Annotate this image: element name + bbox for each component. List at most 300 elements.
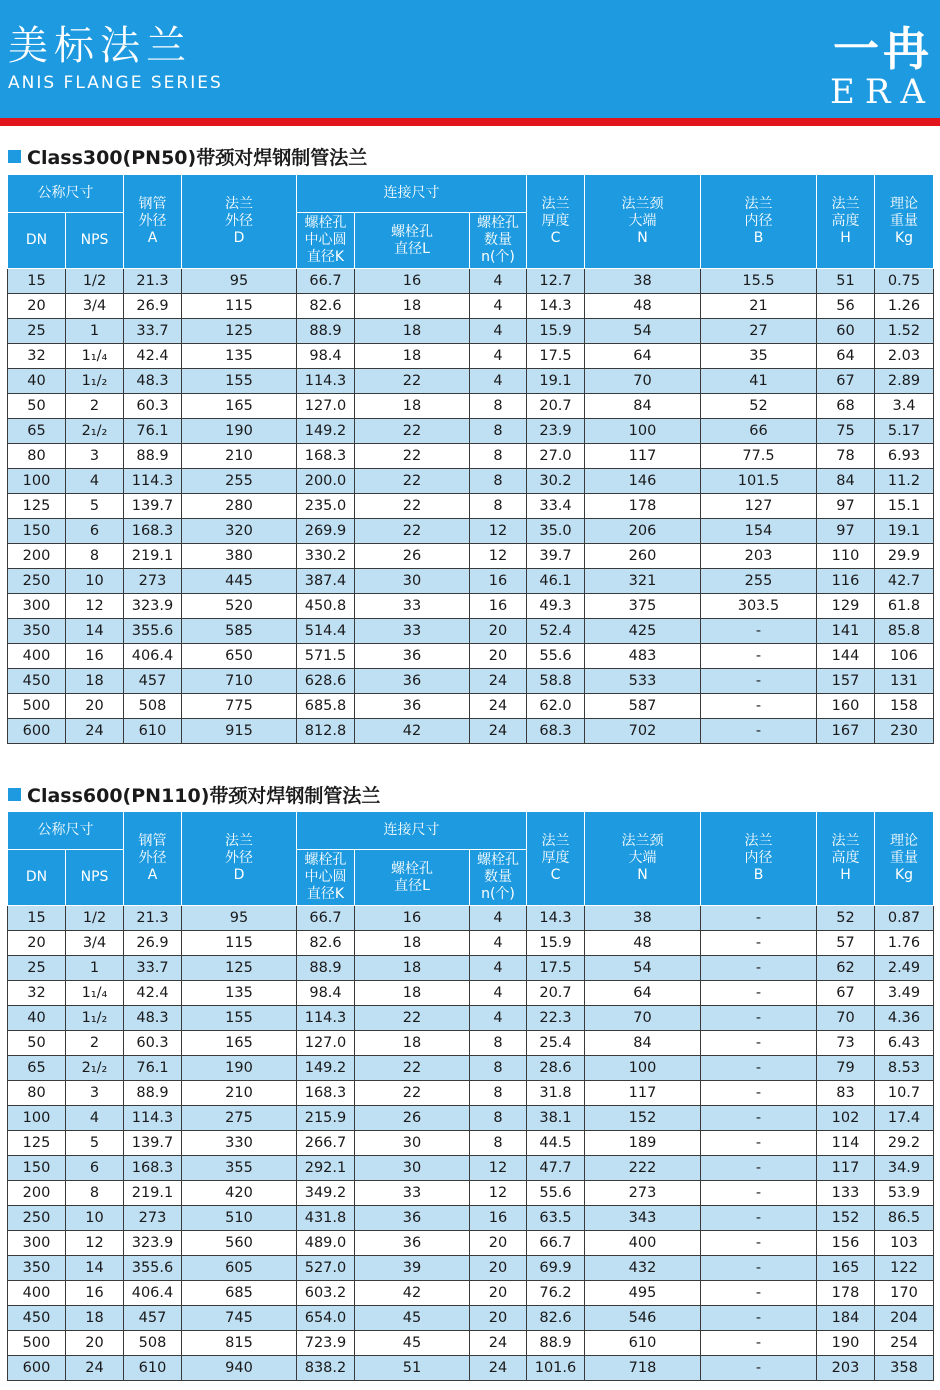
table-cell: 20	[8, 294, 66, 319]
table-cell: 18	[355, 394, 470, 419]
table-cell: 3	[66, 1081, 124, 1106]
col-weight: 理论 重量 Kg	[875, 812, 934, 906]
table-cell: 63.5	[527, 1206, 585, 1231]
table-cell: 60.3	[124, 394, 182, 419]
table-cell: 58.8	[527, 669, 585, 694]
table-row	[8, 519, 934, 544]
col-weight: 理论 重量 Kg	[875, 175, 934, 269]
table-cell: 30	[355, 569, 470, 594]
table-cell: 510	[182, 1206, 297, 1231]
table-cell: 178	[817, 1281, 875, 1306]
table-cell: 4	[470, 294, 527, 319]
table-cell: 48.3	[124, 1006, 182, 1031]
table-cell: 22	[355, 419, 470, 444]
table-cell: 57	[817, 931, 875, 956]
table-cell: 603.2	[297, 1281, 355, 1306]
table-cell: 29.9	[875, 544, 934, 569]
table-cell: 2	[66, 394, 124, 419]
table-cell: 60	[817, 319, 875, 344]
table-cell: 135	[182, 344, 297, 369]
table-cell: 76.1	[124, 1056, 182, 1081]
table-cell: 117	[585, 444, 701, 469]
table-cell: 68	[817, 394, 875, 419]
table-cell: 20	[470, 1231, 527, 1256]
table-cell: 350	[8, 1256, 66, 1281]
table-row	[8, 569, 934, 594]
table-cell: 685.8	[297, 694, 355, 719]
table-row	[8, 319, 934, 344]
table-cell: 189	[585, 1131, 701, 1156]
table-cell: -	[701, 1206, 817, 1231]
table-cell: 4	[470, 319, 527, 344]
table-cell: 16	[66, 644, 124, 669]
table-cell: 184	[817, 1306, 875, 1331]
table-cell: 178	[585, 494, 701, 519]
table-cell: 22	[355, 369, 470, 394]
table-cell: 24	[470, 1331, 527, 1356]
table-cell: 4	[470, 269, 527, 294]
col-thickness: 法兰 厚度 C	[527, 175, 585, 269]
col-bolt-count: 螺栓孔 数量 n(个)	[470, 850, 527, 906]
table-cell: 21	[701, 294, 817, 319]
table-row	[8, 594, 934, 619]
table-cell: -	[701, 931, 817, 956]
table-cell: 82.6	[297, 931, 355, 956]
table-cell: 48	[585, 931, 701, 956]
table-cell: 6.43	[875, 1031, 934, 1056]
table-body	[8, 906, 934, 1381]
col-bolt-hole: 螺栓孔 直径L	[355, 213, 470, 269]
table-cell: 4	[470, 906, 527, 931]
table-cell: 8	[470, 1106, 527, 1131]
table-cell: 2.03	[875, 344, 934, 369]
table-cell: 8	[470, 1131, 527, 1156]
table-cell: 3/4	[66, 294, 124, 319]
table-cell: 20	[470, 619, 527, 644]
section-title	[8, 146, 367, 170]
table-cell: 1₁/₄	[66, 344, 124, 369]
table-cell: 10	[66, 1206, 124, 1231]
table-cell: 610	[124, 1356, 182, 1381]
page-subtitle: ANIS FLANGE SERIES	[8, 73, 223, 93]
table-cell: 150	[8, 1156, 66, 1181]
table-cell: 19.1	[527, 369, 585, 394]
table-cell: 98.4	[297, 344, 355, 369]
table-cell: 8	[470, 444, 527, 469]
table-cell: 36	[355, 694, 470, 719]
table-cell: 200.0	[297, 469, 355, 494]
table-cell: 5.17	[875, 419, 934, 444]
table-cell: 75	[817, 419, 875, 444]
table-cell: 170	[875, 1281, 934, 1306]
table-row	[8, 1356, 934, 1381]
table-cell: 25	[8, 956, 66, 981]
table-cell: 56	[817, 294, 875, 319]
table-cell: 80	[8, 444, 66, 469]
table-cell: 8	[470, 494, 527, 519]
col-thickness: 法兰 厚度 C	[527, 812, 585, 906]
header-banner	[0, 0, 940, 118]
table-cell: 35	[701, 344, 817, 369]
table-cell: 95	[182, 269, 297, 294]
table-cell: 150	[8, 519, 66, 544]
table-cell: 149.2	[297, 1056, 355, 1081]
table-cell: 190	[182, 419, 297, 444]
table-cell: 22	[355, 469, 470, 494]
table-cell: 26.9	[124, 294, 182, 319]
table-cell: 24	[470, 719, 527, 744]
table-cell: 48	[585, 294, 701, 319]
table-cell: 4	[470, 344, 527, 369]
table-cell: 25.4	[527, 1031, 585, 1056]
table-cell: 500	[8, 694, 66, 719]
table-cell: 343	[585, 1206, 701, 1231]
table-cell: 400	[8, 1281, 66, 1306]
col-bore: 法兰 内径 B	[701, 175, 817, 269]
table-cell: 20	[470, 1306, 527, 1331]
table-cell: 321	[585, 569, 701, 594]
table-cell: 425	[585, 619, 701, 644]
table-cell: 20	[470, 644, 527, 669]
table-row	[8, 719, 934, 744]
table-cell: 125	[8, 1131, 66, 1156]
table-cell: 1.26	[875, 294, 934, 319]
table-cell: 27.0	[527, 444, 585, 469]
table-cell: 587	[585, 694, 701, 719]
table-row	[8, 419, 934, 444]
table-cell: 219.1	[124, 1181, 182, 1206]
table-cell: 22	[355, 1056, 470, 1081]
table-cell: 654.0	[297, 1306, 355, 1331]
table-cell: -	[701, 906, 817, 931]
table-cell: -	[701, 1156, 817, 1181]
table-cell: 560	[182, 1231, 297, 1256]
col-pipe-od: 钢管 外径 A	[124, 812, 182, 906]
table-row	[8, 1231, 934, 1256]
col-flange-od: 法兰 外径 D	[182, 175, 297, 269]
table-cell: 14	[66, 1256, 124, 1281]
table-cell: 273	[124, 569, 182, 594]
table-cell: 20	[470, 1281, 527, 1306]
table-cell: 266.7	[297, 1131, 355, 1156]
table-cell: 20	[8, 931, 66, 956]
table-cell: 168.3	[124, 1156, 182, 1181]
table-cell: 450	[8, 1306, 66, 1331]
table-cell: 22	[355, 519, 470, 544]
table-cell: 168.3	[297, 1081, 355, 1106]
table-cell: 18	[355, 294, 470, 319]
table-cell: 219.1	[124, 544, 182, 569]
table-cell: 610	[124, 719, 182, 744]
table-cell: 11.2	[875, 469, 934, 494]
col-height: 法兰 高度 H	[817, 812, 875, 906]
table-cell: -	[701, 1231, 817, 1256]
table-cell: 157	[817, 669, 875, 694]
table-cell: 64	[585, 344, 701, 369]
table-row	[8, 1081, 934, 1106]
table-cell: 106	[875, 644, 934, 669]
table-cell: 154	[701, 519, 817, 544]
table-cell: 139.7	[124, 1131, 182, 1156]
table-cell: 61.8	[875, 594, 934, 619]
table-cell: 16	[355, 906, 470, 931]
table-cell: 355.6	[124, 1256, 182, 1281]
table-cell: 38.1	[527, 1106, 585, 1131]
table-cell: 1	[66, 319, 124, 344]
table-cell: 117	[817, 1156, 875, 1181]
table-cell: 34.9	[875, 1156, 934, 1181]
table-cell: 76.1	[124, 419, 182, 444]
table-cell: 0.87	[875, 906, 934, 931]
table-cell: 2₁/₂	[66, 1056, 124, 1081]
table-cell: 149.2	[297, 419, 355, 444]
table-cell: 152	[585, 1106, 701, 1131]
table-cell: 1₁/₄	[66, 981, 124, 1006]
col-nps: NPS	[66, 850, 124, 906]
table-cell: 15.1	[875, 494, 934, 519]
table-cell: 47.7	[527, 1156, 585, 1181]
table-cell: 36	[355, 1231, 470, 1256]
table-cell: 8	[470, 1056, 527, 1081]
table-cell: 51	[355, 1356, 470, 1381]
table-cell: 70	[585, 369, 701, 394]
table-cell: 815	[182, 1331, 297, 1356]
table-cell: 50	[8, 1031, 66, 1056]
table-cell: 215.9	[297, 1106, 355, 1131]
table-cell: 4	[66, 1106, 124, 1131]
table-cell: 42	[355, 719, 470, 744]
table-row	[8, 981, 934, 1006]
table-cell: 100	[585, 419, 701, 444]
table-cell: 15.9	[527, 319, 585, 344]
table-row	[8, 294, 934, 319]
table-cell: 84	[817, 469, 875, 494]
table-cell: 114.3	[297, 1006, 355, 1031]
table-cell: 100	[8, 469, 66, 494]
table-cell: 375	[585, 594, 701, 619]
table-cell: 605	[182, 1256, 297, 1281]
table-row	[8, 1031, 934, 1056]
table-cell: 146	[585, 469, 701, 494]
table-cell: 38	[585, 906, 701, 931]
table-cell: 76.2	[527, 1281, 585, 1306]
table-cell: 22	[355, 444, 470, 469]
table-cell: 139.7	[124, 494, 182, 519]
table-cell: 165	[182, 394, 297, 419]
table-cell: 190	[182, 1056, 297, 1081]
table-cell: 16	[470, 594, 527, 619]
table-row	[8, 344, 934, 369]
table-cell: 745	[182, 1306, 297, 1331]
table-header	[8, 175, 934, 269]
table-cell: 610	[585, 1331, 701, 1356]
col-height: 法兰 高度 H	[817, 175, 875, 269]
table-cell: 255	[182, 469, 297, 494]
table-cell: 250	[8, 1206, 66, 1231]
table-cell: 82.6	[527, 1306, 585, 1331]
table-cell: 24	[66, 1356, 124, 1381]
table-cell: 84	[585, 1031, 701, 1056]
table-cell: 20	[470, 1256, 527, 1281]
table-cell: 156	[817, 1231, 875, 1256]
table-cell: 35.0	[527, 519, 585, 544]
table-cell: 2	[66, 1031, 124, 1056]
table-cell: 152	[817, 1206, 875, 1231]
table-cell: 64	[585, 981, 701, 1006]
table-cell: -	[701, 1081, 817, 1106]
table-cell: 723.9	[297, 1331, 355, 1356]
table-cell: 14	[66, 619, 124, 644]
table-cell: 600	[8, 1356, 66, 1381]
table-cell: 53.9	[875, 1181, 934, 1206]
table-cell: 3/4	[66, 931, 124, 956]
flange-table	[7, 174, 934, 744]
table-cell: -	[701, 1181, 817, 1206]
table-row	[8, 956, 934, 981]
table-row	[8, 669, 934, 694]
table-cell: 450	[8, 669, 66, 694]
table-cell: 489.0	[297, 1231, 355, 1256]
table-cell: 117	[585, 1081, 701, 1106]
table-cell: 127	[701, 494, 817, 519]
table-cell: 235.0	[297, 494, 355, 519]
table-cell: 718	[585, 1356, 701, 1381]
table-cell: 250	[8, 569, 66, 594]
table-cell: -	[701, 1331, 817, 1356]
table-cell: 12	[66, 1231, 124, 1256]
flange-table	[7, 811, 934, 1381]
table-cell: 8	[66, 544, 124, 569]
table-cell: 15.5	[701, 269, 817, 294]
table-cell: 685	[182, 1281, 297, 1306]
col-hub: 法兰颈 大端 N	[585, 175, 701, 269]
table-cell: 6	[66, 519, 124, 544]
table-cell: 64	[817, 344, 875, 369]
table-row	[8, 494, 934, 519]
table-cell: 24	[470, 669, 527, 694]
table-cell: 65	[8, 419, 66, 444]
table-cell: 85.8	[875, 619, 934, 644]
table-cell: 54	[585, 956, 701, 981]
col-pipe-od: 钢管 外径 A	[124, 175, 182, 269]
table-cell: -	[701, 1106, 817, 1131]
table-cell: 20.7	[527, 394, 585, 419]
table-cell: 25	[8, 319, 66, 344]
col-bolt-circle: 螺栓孔 中心圆 直径K	[297, 213, 355, 269]
table-cell: 3.49	[875, 981, 934, 1006]
table-cell: 127.0	[297, 394, 355, 419]
table-cell: 450.8	[297, 594, 355, 619]
table-cell: 141	[817, 619, 875, 644]
table-cell: 1₁/₂	[66, 1006, 124, 1031]
table-cell: -	[701, 1306, 817, 1331]
table-cell: 31.8	[527, 1081, 585, 1106]
table-cell: 62.0	[527, 694, 585, 719]
col-bolt-count: 螺栓孔 数量 n(个)	[470, 213, 527, 269]
table-cell: 40	[8, 369, 66, 394]
table-cell: 12.7	[527, 269, 585, 294]
table-cell: 33.7	[124, 319, 182, 344]
table-cell: 21.3	[124, 906, 182, 931]
table-cell: 330.2	[297, 544, 355, 569]
table-cell: 21.3	[124, 269, 182, 294]
table-cell: 22	[355, 1006, 470, 1031]
table-cell: 46.1	[527, 569, 585, 594]
table-cell: 30	[355, 1156, 470, 1181]
table-cell: 940	[182, 1356, 297, 1381]
table-cell: 206	[585, 519, 701, 544]
table-cell: 210	[182, 444, 297, 469]
table-cell: 168.3	[297, 444, 355, 469]
table-cell: 18	[66, 1306, 124, 1331]
table-cell: 16	[470, 569, 527, 594]
table-cell: 273	[124, 1206, 182, 1231]
table-cell: 628.6	[297, 669, 355, 694]
table-cell: 18	[355, 1031, 470, 1056]
table-cell: 20.7	[527, 981, 585, 1006]
table-cell: 5	[66, 1131, 124, 1156]
table-row	[8, 394, 934, 419]
table-cell: 4	[470, 1006, 527, 1031]
table-header	[8, 812, 934, 906]
table-cell: 22	[355, 494, 470, 519]
table-cell: 1/2	[66, 269, 124, 294]
table-row	[8, 1206, 934, 1231]
section-title-text: Class300(PN50)带颈对焊钢制管法兰	[27, 147, 368, 169]
table-cell: 103	[875, 1231, 934, 1256]
table-row	[8, 269, 934, 294]
table-cell: 84	[585, 394, 701, 419]
table-cell: 17.5	[527, 956, 585, 981]
table-cell: 355	[182, 1156, 297, 1181]
col-bolt-circle: 螺栓孔 中心圆 直径K	[297, 850, 355, 906]
table-cell: 42.4	[124, 344, 182, 369]
table-cell: 432	[585, 1256, 701, 1281]
table-cell: 158	[875, 694, 934, 719]
table-cell: 100	[8, 1106, 66, 1131]
table-cell: 585	[182, 619, 297, 644]
table-cell: 8	[66, 1181, 124, 1206]
table-row	[8, 469, 934, 494]
header-row	[8, 175, 934, 213]
table-cell: 32	[8, 981, 66, 1006]
table-cell: 14.3	[527, 906, 585, 931]
table-cell: 18	[355, 956, 470, 981]
table-cell: 23.9	[527, 419, 585, 444]
table-cell: 8	[470, 419, 527, 444]
table-cell: 12	[66, 594, 124, 619]
col-dn: DN	[8, 850, 66, 906]
section-title-text: Class600(PN110)带颈对焊钢制管法兰	[27, 785, 381, 807]
table-cell: -	[701, 956, 817, 981]
table-cell: 200	[8, 544, 66, 569]
table-cell: 406.4	[124, 644, 182, 669]
col-hub: 法兰颈 大端 N	[585, 812, 701, 906]
table-cell: 60.3	[124, 1031, 182, 1056]
table-cell: 133	[817, 1181, 875, 1206]
table-cell: 300	[8, 594, 66, 619]
table-cell: 527.0	[297, 1256, 355, 1281]
table-cell: 32	[8, 344, 66, 369]
table-cell: 775	[182, 694, 297, 719]
table-cell: 114.3	[124, 469, 182, 494]
table-cell: 702	[585, 719, 701, 744]
table-cell: 292.1	[297, 1156, 355, 1181]
table-cell: 41	[701, 369, 817, 394]
table-cell: 45	[355, 1331, 470, 1356]
table-cell: 28.6	[527, 1056, 585, 1081]
table-cell: 600	[8, 719, 66, 744]
